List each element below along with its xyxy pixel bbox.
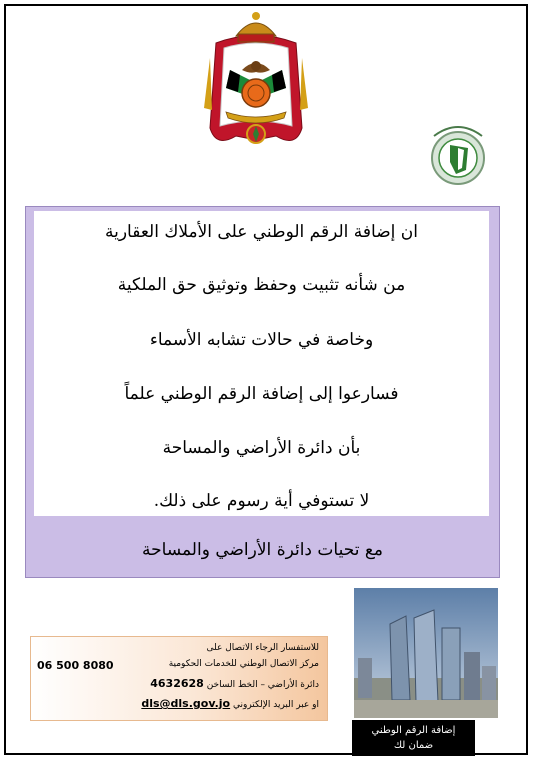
city-towers-photo (354, 588, 498, 718)
contact-center-row (37, 659, 319, 672)
caption-line-1: إضافة الرقم الوطني (371, 725, 456, 736)
message-line-5: بأن دائرة الأراضي والمساحة (162, 438, 361, 458)
message-line-3: وخاصة في حالات تشابه الأسماء (149, 330, 374, 350)
land-survey-department-logo (420, 118, 496, 190)
contact-email-row (37, 697, 319, 710)
contact-hotline-row (37, 677, 319, 690)
contact-intro: للاستفسار الرجاء الاتصال على (206, 643, 319, 653)
message-line-1: ان إضافة الرقم الوطني على الأملاك العقارية (104, 222, 418, 242)
contact-email-link[interactable]: dls@dls.gov.jo (141, 697, 231, 710)
caption-line-2: ضمان لك (393, 740, 434, 751)
contact-email-label: او عبر البريد الإلكتروني (232, 700, 319, 710)
contact-box (30, 636, 328, 721)
message-line-4: فسارعوا إلى إضافة الرقم الوطني علماً (124, 384, 399, 404)
contact-center-number: 06 500 8080 (37, 659, 114, 672)
contact-center-label: مركز الاتصال الوطني للخدمات الحكومية (168, 659, 319, 669)
photo-caption (352, 720, 475, 756)
contact-dept-label: دائرة الأراضي – الخط الساخن (206, 680, 319, 690)
message-line-6: لا تستوفي أية رسوم على ذلك. (153, 491, 370, 511)
contact-hotline-number: 4632628 (150, 677, 204, 690)
closing-greeting: مع تحيات دائرة الأراضي والمساحة (142, 540, 383, 560)
message-line-2: من شأنه تثبيت وحفظ وتوثيق حق الملكية (117, 275, 406, 295)
message-body (34, 211, 489, 516)
jordan-coat-of-arms-emblem (196, 8, 316, 158)
